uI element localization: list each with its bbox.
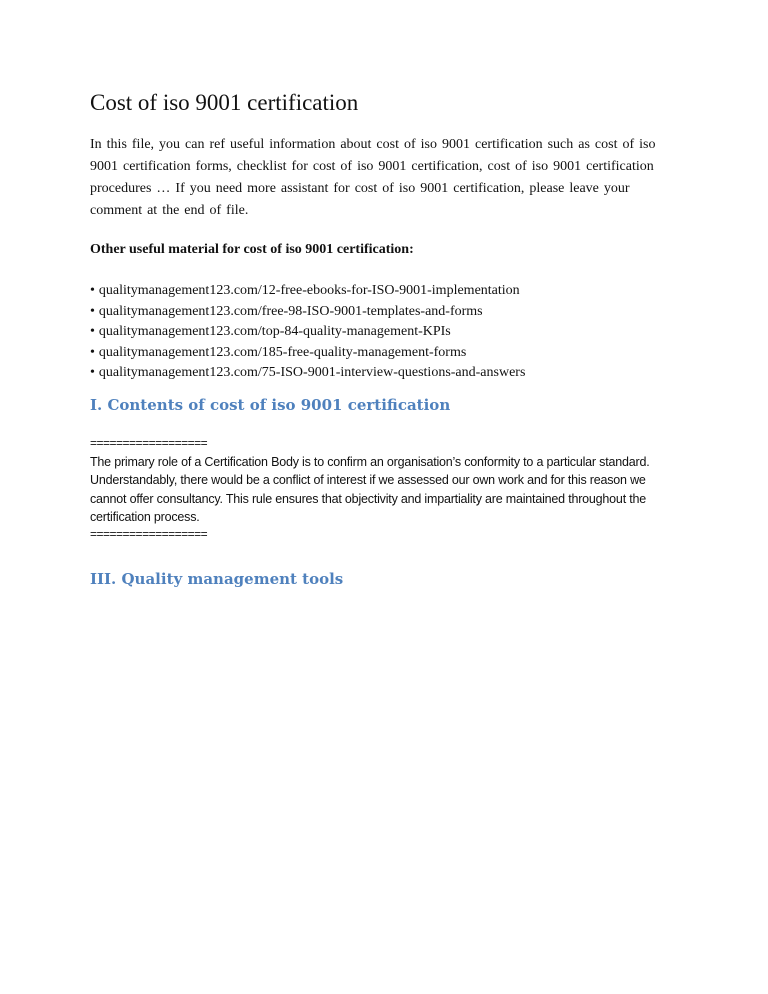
link-item[interactable]: • qualitymanagement123.com/top-84-quality-management-KPIs	[90, 322, 680, 343]
certification-body-paragraph: The primary role of a Certification Body is to confirm an organisation’s conformity to a particular standard. Understandably, there would be a conflict of interest if we assessed our own work and for this reason we cannot offer consultancy. This rule ensures that objectivity and impartiality are maintained throughout the certification process.	[90, 454, 650, 524]
separator-top: ==================	[90, 435, 208, 450]
link-item[interactable]: • qualitymanagement123.com/12-free-ebooks-for-ISO-9001-implementation	[90, 281, 680, 302]
useful-links-list	[90, 281, 680, 384]
section-tools-heading: III. Quality management tools	[90, 569, 344, 588]
useful-material-heading: Other useful material for cost of iso 9001 certification:	[90, 242, 414, 257]
section-contents-heading: I. Contents of cost of iso 9001 certification	[90, 395, 451, 414]
link-item[interactable]: • qualitymanagement123.com/75-ISO-9001-interview-questions-and-answers	[90, 363, 680, 384]
link-item[interactable]: • qualitymanagement123.com/185-free-quality-management-forms	[90, 343, 680, 364]
document-content	[90, 88, 680, 610]
document-title: Cost of iso 9001 certification	[90, 90, 359, 115]
intro-paragraph: In this file, you can ref useful information about cost of iso 9001 certification such as cost of iso 9001 certification forms, checklist for cost of iso 9001 certification, cost of iso 9001 certification procedures … If you need more assistant for cost of iso 9001 certification, please leave your comment at the end of file.	[90, 137, 656, 218]
link-item[interactable]: • qualitymanagement123.com/free-98-ISO-9001-templates-and-forms	[90, 302, 680, 323]
separator-bottom: ==================	[90, 526, 208, 541]
